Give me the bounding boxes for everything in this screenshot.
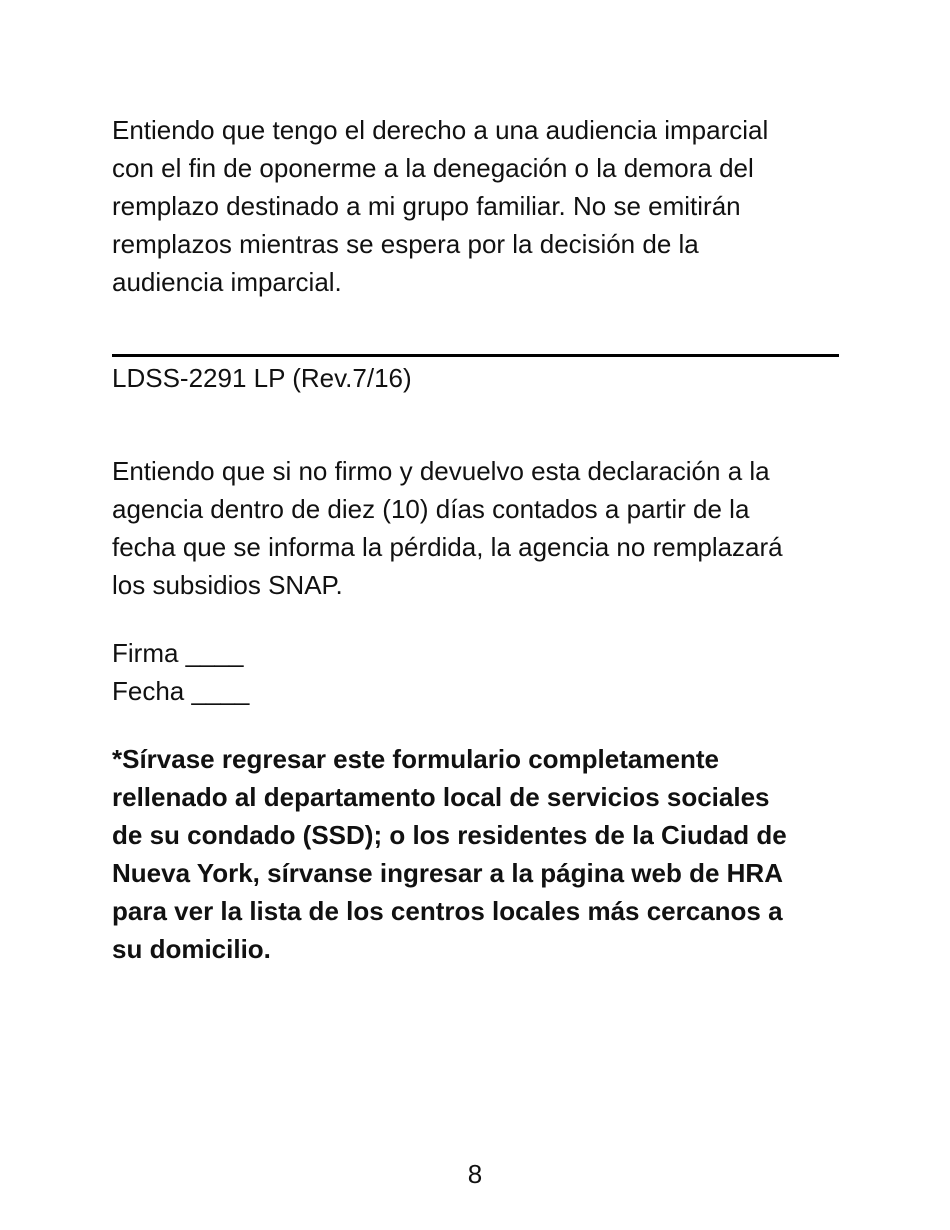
paragraph-line: fecha que se informa la pérdida, la agencia no remplazará: [112, 532, 783, 562]
signature-block: [112, 634, 249, 710]
signature-field[interactable]: Firma ____: [112, 638, 244, 668]
horizontal-divider: [112, 354, 839, 357]
paragraph-line: audiencia imparcial.: [112, 267, 342, 297]
paragraph-line: agencia dentro de diez (10) días contados a partir de la: [112, 494, 750, 524]
paragraph-line: de su condado (SSD); o los residentes de la Ciudad de: [112, 820, 787, 850]
paragraph-line: su domicilio.: [112, 934, 271, 964]
paragraph-line: los subsidios SNAP.: [112, 570, 343, 600]
paragraph-line: *Sírvase regresar este formulario completamente: [112, 744, 719, 774]
paragraph-line: remplazos mientras se espera por la decisión de la: [112, 229, 699, 259]
return-deadline-paragraph: [112, 452, 783, 604]
paragraph-line: con el fin de oponerme a la denegación o la demora del: [112, 153, 754, 183]
paragraph-line: para ver la lista de los centros locales más cercanos a: [112, 896, 783, 926]
paragraph-line: remplazo destinado a mi grupo familiar. No se emitirán: [112, 191, 741, 221]
paragraph-line: Entiendo que tengo el derecho a una audiencia imparcial: [112, 115, 769, 145]
page-number: 8: [467, 1159, 483, 1189]
document-page: [112, 0, 842, 1230]
date-field[interactable]: Fecha ____: [112, 676, 250, 706]
form-code-label: LDSS-2291 LP (Rev.7/16): [112, 363, 412, 393]
paragraph-line: Entiendo que si no firmo y devuelvo esta declaración a la: [112, 456, 770, 486]
paragraph-line: rellenado al departamento local de servicios sociales: [112, 782, 770, 812]
hearing-rights-paragraph: [112, 111, 768, 301]
return-instructions-note: [112, 740, 787, 968]
paragraph-line: Nueva York, sírvanse ingresar a la página web de HRA: [112, 858, 783, 888]
